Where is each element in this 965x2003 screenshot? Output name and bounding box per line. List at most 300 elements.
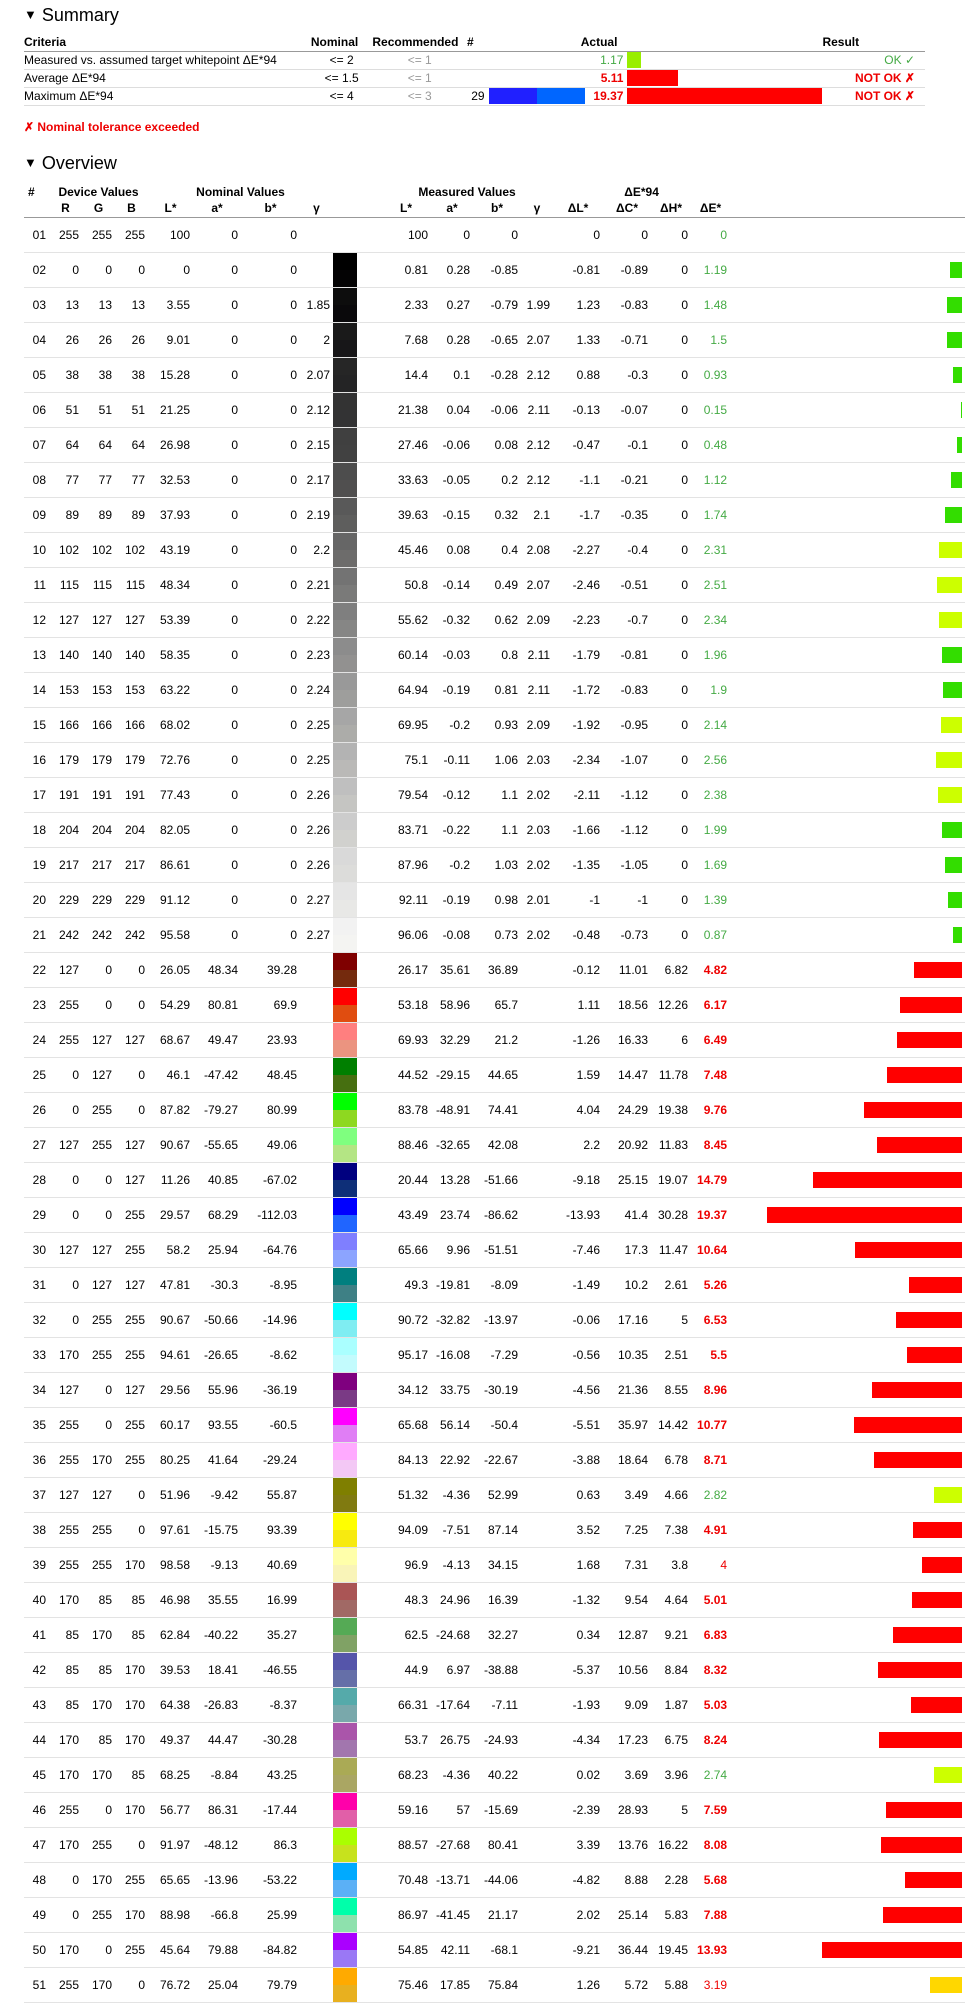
nominal-gamma: 2.24 xyxy=(300,672,333,707)
summary-criteria: Maximum ΔE*94 xyxy=(24,87,311,105)
delta-h: 5.83 xyxy=(651,1897,691,1932)
nominal-b: 0 xyxy=(241,322,300,357)
device-r: 179 xyxy=(49,742,82,777)
delta-h: 19.38 xyxy=(651,1092,691,1127)
color-swatch xyxy=(333,882,381,917)
device-g: 85 xyxy=(82,1652,115,1687)
measured-swatch xyxy=(333,1880,357,1897)
measured-l: 20.44 xyxy=(381,1162,431,1197)
nominal-l: 72.76 xyxy=(148,742,193,777)
device-r: 255 xyxy=(49,1547,82,1582)
overview-row xyxy=(24,672,965,707)
nominal-swatch xyxy=(333,1233,357,1250)
delta-h: 0 xyxy=(651,497,691,532)
delta-e-bar xyxy=(911,1697,962,1713)
delta-h: 0 xyxy=(651,357,691,392)
delta-e: 1.99 xyxy=(691,812,730,847)
collapse-triangle-icon: ▼ xyxy=(24,155,37,170)
nominal-swatch xyxy=(333,463,357,480)
device-b: 179 xyxy=(115,742,148,777)
delta-l: 1.11 xyxy=(553,987,603,1022)
nominal-a: 0 xyxy=(193,567,241,602)
measured-swatch xyxy=(333,1600,357,1617)
nominal-swatch xyxy=(333,1093,357,1110)
nominal-swatch xyxy=(333,498,357,515)
delta-e-bar-cell xyxy=(730,1967,965,2002)
delta-c: -0.51 xyxy=(603,567,651,602)
delta-c: 7.25 xyxy=(603,1512,651,1547)
summary-swatches xyxy=(489,51,585,69)
measured-a: -4.36 xyxy=(431,1477,473,1512)
overview-row xyxy=(24,357,965,392)
nominal-a: -26.83 xyxy=(193,1687,241,1722)
overview-section-title[interactable]: ▼ Overview xyxy=(24,153,117,173)
color-swatch xyxy=(333,952,381,987)
delta-e: 2.51 xyxy=(691,567,730,602)
delta-c: 17.16 xyxy=(603,1302,651,1337)
overview-row xyxy=(24,532,965,567)
device-b: 170 xyxy=(115,1652,148,1687)
nominal-a: 0 xyxy=(193,882,241,917)
delta-e-bar xyxy=(874,1452,962,1468)
measured-l: 59.16 xyxy=(381,1792,431,1827)
patch-number: 16 xyxy=(24,742,49,777)
summary-actual-bar xyxy=(627,52,641,68)
delta-c: 10.35 xyxy=(603,1337,651,1372)
nominal-swatch xyxy=(333,1793,357,1810)
measured-l: 96.9 xyxy=(381,1547,431,1582)
patch-number: 12 xyxy=(24,602,49,637)
device-b: 242 xyxy=(115,917,148,952)
measured-a: 0.28 xyxy=(431,252,473,287)
delta-h: 0 xyxy=(651,707,691,742)
device-b: 127 xyxy=(115,1127,148,1162)
delta-e-bar-cell xyxy=(730,1687,965,1722)
measured-l: 65.66 xyxy=(381,1232,431,1267)
nominal-l: 62.84 xyxy=(148,1617,193,1652)
color-swatch xyxy=(333,777,381,812)
color-swatch xyxy=(333,1582,381,1617)
device-b: 127 xyxy=(115,1162,148,1197)
nominal-b: 23.93 xyxy=(241,1022,300,1057)
device-r: 26 xyxy=(49,322,82,357)
delta-h: 7.38 xyxy=(651,1512,691,1547)
delta-h: 3.96 xyxy=(651,1757,691,1792)
measured-swatch xyxy=(333,1950,357,1967)
color-swatch xyxy=(333,1407,381,1442)
overview-row xyxy=(24,1057,965,1092)
device-b: 85 xyxy=(115,1582,148,1617)
nominal-swatch xyxy=(333,1828,357,1845)
patch-number: 44 xyxy=(24,1722,49,1757)
nominal-swatch xyxy=(333,1163,357,1180)
device-b: 0 xyxy=(115,1092,148,1127)
nominal-gamma: 1.85 xyxy=(300,287,333,322)
delta-e-bar-cell xyxy=(730,1897,965,1932)
measured-gamma xyxy=(521,1022,553,1057)
patch-number: 17 xyxy=(24,777,49,812)
measured-swatch xyxy=(333,1355,357,1372)
nominal-gamma: 2.19 xyxy=(300,497,333,532)
nominal-b: -8.62 xyxy=(241,1337,300,1372)
measured-swatch xyxy=(333,1530,357,1547)
device-r: 0 xyxy=(49,1862,82,1897)
device-g: 242 xyxy=(82,917,115,952)
device-r: 204 xyxy=(49,812,82,847)
measured-a: -24.68 xyxy=(431,1617,473,1652)
measured-a: -16.08 xyxy=(431,1337,473,1372)
color-swatch xyxy=(333,1477,381,1512)
delta-e: 5.03 xyxy=(691,1687,730,1722)
delta-e-bar xyxy=(767,1207,962,1223)
nominal-a: 0 xyxy=(193,917,241,952)
delta-e-bar-cell xyxy=(730,1827,965,1862)
delta-e-bar xyxy=(943,682,962,698)
patch-number: 14 xyxy=(24,672,49,707)
nominal-b: 0 xyxy=(241,637,300,672)
delta-l: 1.33 xyxy=(553,322,603,357)
delta-l: -2.11 xyxy=(553,777,603,812)
delta-h: 0 xyxy=(651,322,691,357)
summary-row xyxy=(24,87,925,105)
delta-c: -0.1 xyxy=(603,427,651,462)
measured-l: 88.46 xyxy=(381,1127,431,1162)
delta-c: -1.12 xyxy=(603,812,651,847)
measured-gamma xyxy=(521,1757,553,1792)
measured-gamma: 2.11 xyxy=(521,392,553,427)
delta-e: 1.5 xyxy=(691,322,730,357)
measured-l: 68.23 xyxy=(381,1757,431,1792)
measured-gamma xyxy=(521,1827,553,1862)
measured-a: 35.61 xyxy=(431,952,473,987)
nominal-b: 0 xyxy=(241,427,300,462)
nominal-l: 68.25 xyxy=(148,1757,193,1792)
delta-h: 8.55 xyxy=(651,1372,691,1407)
measured-gamma xyxy=(521,952,553,987)
device-g: 0 xyxy=(82,1162,115,1197)
measured-a: -0.2 xyxy=(431,707,473,742)
device-g: 170 xyxy=(82,1862,115,1897)
device-g: 170 xyxy=(82,1757,115,1792)
patch-number: 05 xyxy=(24,357,49,392)
measured-gamma xyxy=(521,1442,553,1477)
measured-l: 92.11 xyxy=(381,882,431,917)
measured-a: 0 xyxy=(431,217,473,252)
measured-l: 54.85 xyxy=(381,1932,431,1967)
delta-c: 25.15 xyxy=(603,1162,651,1197)
device-b: 0 xyxy=(115,1057,148,1092)
delta-e: 4 xyxy=(691,1547,730,1582)
summary-actual-bar xyxy=(627,88,822,104)
measured-a: -32.65 xyxy=(431,1127,473,1162)
overview-group-number: # xyxy=(28,184,35,199)
measured-a: 0.04 xyxy=(431,392,473,427)
delta-c: -0.71 xyxy=(603,322,651,357)
measured-gamma xyxy=(521,1337,553,1372)
summary-section-title[interactable]: ▼ Summary xyxy=(24,5,119,25)
measured-swatch xyxy=(333,445,357,462)
delta-e: 1.48 xyxy=(691,287,730,322)
nominal-a: 44.47 xyxy=(193,1722,241,1757)
measured-gamma xyxy=(521,1547,553,1582)
nominal-swatch xyxy=(333,1653,357,1670)
device-b: 115 xyxy=(115,567,148,602)
measured-a: -0.03 xyxy=(431,637,473,672)
device-g: 85 xyxy=(82,1722,115,1757)
patch-number: 31 xyxy=(24,1267,49,1302)
measured-swatch xyxy=(333,1040,357,1057)
device-r: 64 xyxy=(49,427,82,462)
nominal-gamma xyxy=(300,1477,333,1512)
delta-h: 6.82 xyxy=(651,952,691,987)
device-g: 127 xyxy=(82,1477,115,1512)
nominal-l: 90.67 xyxy=(148,1302,193,1337)
nominal-a: -79.27 xyxy=(193,1092,241,1127)
device-b: 153 xyxy=(115,672,148,707)
nominal-gamma xyxy=(300,1372,333,1407)
overview-row xyxy=(24,1687,965,1722)
nominal-l: 29.56 xyxy=(148,1372,193,1407)
color-swatch xyxy=(333,497,381,532)
measured-b: -44.06 xyxy=(473,1862,521,1897)
nominal-gamma: 2 xyxy=(300,322,333,357)
overview-row xyxy=(24,392,965,427)
delta-e: 2.14 xyxy=(691,707,730,742)
nominal-a: 25.94 xyxy=(193,1232,241,1267)
measured-a: 0.28 xyxy=(431,322,473,357)
delta-e: 13.93 xyxy=(691,1932,730,1967)
delta-e-bar-cell xyxy=(730,1407,965,1442)
nominal-l: 54.29 xyxy=(148,987,193,1022)
nominal-swatch xyxy=(333,1548,357,1565)
measured-b: 65.7 xyxy=(473,987,521,1022)
delta-e-bar-cell xyxy=(730,1582,965,1617)
color-swatch xyxy=(333,1442,381,1477)
delta-h: 0 xyxy=(651,812,691,847)
delta-h: 0 xyxy=(651,392,691,427)
delta-e-bar-cell xyxy=(730,1792,965,1827)
nominal-swatch xyxy=(333,1758,357,1775)
summary-result: NOT OK ✗ xyxy=(822,87,925,105)
overview-row xyxy=(24,427,965,462)
delta-h: 16.22 xyxy=(651,1827,691,1862)
delta-e: 6.53 xyxy=(691,1302,730,1337)
delta-c: -1.07 xyxy=(603,742,651,777)
delta-c: 11.01 xyxy=(603,952,651,987)
delta-h: 14.42 xyxy=(651,1407,691,1442)
overview-row xyxy=(24,1442,965,1477)
nominal-b: -14.96 xyxy=(241,1302,300,1337)
nominal-gamma xyxy=(300,1932,333,1967)
overview-row xyxy=(24,1197,965,1232)
color-swatch xyxy=(333,1792,381,1827)
measured-b: 0 xyxy=(473,217,521,252)
device-r: 51 xyxy=(49,392,82,427)
device-r: 153 xyxy=(49,672,82,707)
delta-e: 10.77 xyxy=(691,1407,730,1442)
nominal-a: 0 xyxy=(193,287,241,322)
nominal-swatch xyxy=(333,1618,357,1635)
measured-l: 34.12 xyxy=(381,1372,431,1407)
overview-row xyxy=(24,287,965,322)
device-r: 77 xyxy=(49,462,82,497)
patch-number: 29 xyxy=(24,1197,49,1232)
nominal-gamma: 2.17 xyxy=(300,462,333,497)
measured-b: 1.03 xyxy=(473,847,521,882)
patch-number: 47 xyxy=(24,1827,49,1862)
nominal-a: 0 xyxy=(193,322,241,357)
delta-e: 1.39 xyxy=(691,882,730,917)
measured-gamma xyxy=(521,1897,553,1932)
summary-recommended: <= 1 xyxy=(372,51,467,69)
device-b: 255 xyxy=(115,1407,148,1442)
measured-l: 100 xyxy=(381,217,431,252)
nominal-b: -84.82 xyxy=(241,1932,300,1967)
delta-h: 11.47 xyxy=(651,1232,691,1267)
delta-h: 2.51 xyxy=(651,1337,691,1372)
summary-header-number: # xyxy=(467,33,489,51)
patch-number: 37 xyxy=(24,1477,49,1512)
delta-l: 1.26 xyxy=(553,1967,603,2002)
measured-swatch xyxy=(333,1180,357,1197)
device-b: 255 xyxy=(115,217,148,252)
nominal-swatch xyxy=(333,218,357,235)
nominal-swatch xyxy=(333,428,357,445)
delta-e: 2.74 xyxy=(691,1757,730,1792)
delta-c: -0.83 xyxy=(603,287,651,322)
nominal-a: 0 xyxy=(193,497,241,532)
nominal-gamma: 2.21 xyxy=(300,567,333,602)
delta-c: 3.69 xyxy=(603,1757,651,1792)
nominal-gamma xyxy=(300,1582,333,1617)
nominal-l: 76.72 xyxy=(148,1967,193,2002)
nominal-gamma: 2.15 xyxy=(300,427,333,462)
delta-h: 0 xyxy=(651,637,691,672)
device-g: 38 xyxy=(82,357,115,392)
delta-l: -4.82 xyxy=(553,1862,603,1897)
nominal-a: 93.55 xyxy=(193,1407,241,1442)
delta-e-bar-cell xyxy=(730,1512,965,1547)
color-swatch xyxy=(333,1057,381,1092)
device-g: 0 xyxy=(82,1932,115,1967)
device-g: 127 xyxy=(82,1267,115,1302)
nominal-b: 0 xyxy=(241,392,300,427)
overview-row xyxy=(24,1792,965,1827)
delta-l: -5.37 xyxy=(553,1652,603,1687)
delta-e-bar-cell xyxy=(730,1757,965,1792)
nominal-l: 3.55 xyxy=(148,287,193,322)
measured-l: 44.9 xyxy=(381,1652,431,1687)
delta-e-bar-cell xyxy=(730,777,965,812)
measured-l: 90.72 xyxy=(381,1302,431,1337)
overview-row xyxy=(24,777,965,812)
nominal-b: -60.5 xyxy=(241,1407,300,1442)
nominal-gamma: 2.12 xyxy=(300,392,333,427)
delta-h: 0 xyxy=(651,217,691,252)
summary-header-recommended: Recommended xyxy=(372,33,467,51)
nominal-gamma xyxy=(300,1337,333,1372)
patch-number: 36 xyxy=(24,1442,49,1477)
nominal-swatch xyxy=(333,1443,357,1460)
subheader-measured-b: b* xyxy=(473,200,521,217)
measured-l: 33.63 xyxy=(381,462,431,497)
delta-e-bar-cell xyxy=(730,462,965,497)
measured-l: 65.68 xyxy=(381,1407,431,1442)
delta-e-bar xyxy=(886,1802,962,1818)
nominal-b: 0 xyxy=(241,707,300,742)
delta-e-bar xyxy=(945,507,963,523)
nominal-swatch xyxy=(333,1198,357,1215)
nominal-b: -8.37 xyxy=(241,1687,300,1722)
nominal-b: 86.3 xyxy=(241,1827,300,1862)
delta-c: -1.12 xyxy=(603,777,651,812)
delta-l: -1.32 xyxy=(553,1582,603,1617)
nominal-b: 0 xyxy=(241,777,300,812)
nominal-l: 87.82 xyxy=(148,1092,193,1127)
nominal-a: 80.81 xyxy=(193,987,241,1022)
delta-c: 16.33 xyxy=(603,1022,651,1057)
measured-gamma xyxy=(521,1862,553,1897)
nominal-swatch xyxy=(333,1408,357,1425)
color-swatch xyxy=(333,1722,381,1757)
measured-gamma xyxy=(521,1372,553,1407)
measured-b: -13.97 xyxy=(473,1302,521,1337)
delta-l: -1 xyxy=(553,882,603,917)
overview-row xyxy=(24,637,965,672)
measured-gamma: 2.11 xyxy=(521,672,553,707)
measured-l: 83.71 xyxy=(381,812,431,847)
delta-h: 0 xyxy=(651,917,691,952)
delta-e-bar xyxy=(934,1487,962,1503)
summary-number xyxy=(467,51,489,69)
nominal-b: 0 xyxy=(241,532,300,567)
measured-a: -27.68 xyxy=(431,1827,473,1862)
nominal-b: 0 xyxy=(241,462,300,497)
nominal-a: 48.34 xyxy=(193,952,241,987)
summary-actual: 19.37 xyxy=(585,87,628,105)
device-b: 255 xyxy=(115,1232,148,1267)
device-r: 0 xyxy=(49,1197,82,1232)
device-g: 140 xyxy=(82,637,115,672)
overview-row xyxy=(24,1932,965,1967)
delta-h: 19.07 xyxy=(651,1162,691,1197)
measured-b: -0.79 xyxy=(473,287,521,322)
device-r: 127 xyxy=(49,1232,82,1267)
measured-gamma xyxy=(521,987,553,1022)
measured-l: 79.54 xyxy=(381,777,431,812)
delta-c: -0.7 xyxy=(603,602,651,637)
nominal-gamma xyxy=(300,1722,333,1757)
device-b: 255 xyxy=(115,1442,148,1477)
delta-h: 0 xyxy=(651,567,691,602)
device-r: 0 xyxy=(49,1267,82,1302)
delta-e-bar xyxy=(822,1942,962,1958)
delta-e-bar xyxy=(907,1347,962,1363)
device-r: 255 xyxy=(49,1792,82,1827)
delta-e-bar-cell xyxy=(730,987,965,1022)
patch-number: 48 xyxy=(24,1862,49,1897)
color-swatch xyxy=(333,1197,381,1232)
nominal-l: 29.57 xyxy=(148,1197,193,1232)
overview-row xyxy=(24,1337,965,1372)
overview-table xyxy=(24,183,965,2003)
measured-b: -50.4 xyxy=(473,1407,521,1442)
nominal-a: 0 xyxy=(193,847,241,882)
patch-number: 28 xyxy=(24,1162,49,1197)
device-b: 255 xyxy=(115,1302,148,1337)
measured-swatch xyxy=(333,585,357,602)
measured-gamma xyxy=(521,1057,553,1092)
